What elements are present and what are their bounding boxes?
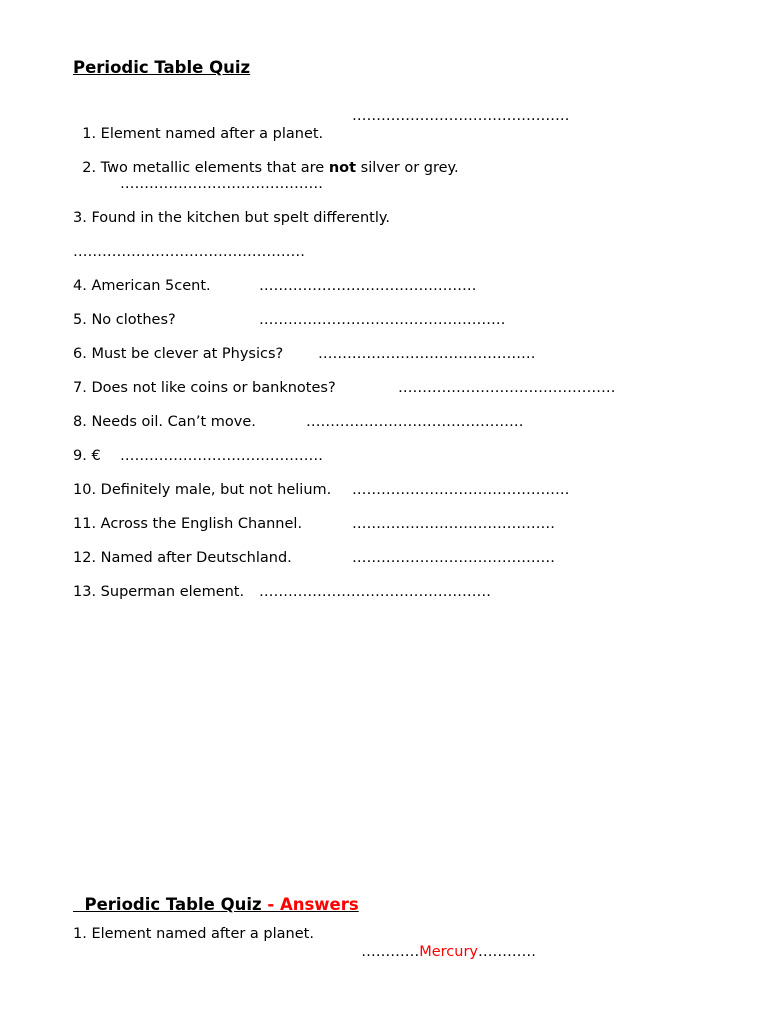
question-6-blank: ……………………………………… bbox=[318, 346, 536, 362]
question-4-blank: ……………………………………… bbox=[259, 278, 477, 294]
question-11: 11. Across the English Channel. bbox=[73, 516, 303, 532]
question-6: 6. Must be clever at Physics? bbox=[73, 346, 284, 362]
question-11-blank: …………………………………… bbox=[352, 516, 555, 532]
question-13-blank: ………………………………………… bbox=[259, 584, 491, 600]
question-8-blank: ……………………………………… bbox=[306, 414, 524, 430]
question-10: 10. Definitely male, but not helium. bbox=[73, 482, 332, 498]
question-12-blank: …………………………………… bbox=[352, 550, 555, 566]
question-4: 4. American 5cent. bbox=[73, 278, 211, 294]
question-13: 13. Superman element. bbox=[73, 584, 245, 600]
question-7-blank: ……………………………………… bbox=[398, 380, 616, 396]
question-3: 3. Found in the kitchen but spelt differently. bbox=[73, 210, 390, 226]
question-2-text-after: silver or grey. bbox=[356, 160, 459, 176]
question-9: 9. € bbox=[73, 448, 101, 464]
question-2-bold-not: not bbox=[328, 160, 357, 176]
question-2-text-before: 2. Two metallic elements that are bbox=[82, 160, 329, 176]
answers-title-main: Periodic Table Quiz bbox=[84, 895, 262, 914]
answer-1: 1. Element named after a planet. bbox=[73, 926, 314, 942]
answer-1-fill bbox=[352, 925, 536, 961]
question-1-blank: ……………………………………… bbox=[352, 108, 570, 124]
question-8: 8. Needs oil. Can’t move. bbox=[73, 414, 256, 430]
question-1-text: 1. Element named after a planet. bbox=[82, 126, 324, 142]
answer-1-answer: Mercury bbox=[419, 944, 478, 960]
question-7: 7. Does not like coins or banknotes? bbox=[73, 380, 336, 396]
question-5-blank: …………………………………………… bbox=[259, 312, 506, 328]
answers-title-suffix: - Answers bbox=[261, 895, 359, 914]
quiz-title: Periodic Table Quiz bbox=[73, 58, 251, 77]
answers-title bbox=[73, 875, 359, 915]
question-10-blank: ……………………………………… bbox=[352, 482, 570, 498]
question-2 bbox=[73, 141, 459, 177]
question-3-blank: ………………………………………… bbox=[73, 244, 305, 260]
question-9-blank: …………………………………… bbox=[120, 448, 323, 464]
question-1 bbox=[73, 107, 323, 143]
answer-1-dots-after: ………… bbox=[478, 944, 536, 960]
question-12: 12. Named after Deutschland. bbox=[73, 550, 292, 566]
question-5: 5. No clothes? bbox=[73, 312, 176, 328]
question-2-blank: …………………………………… bbox=[120, 176, 323, 192]
answer-1-dots-before: ………… bbox=[361, 944, 420, 960]
